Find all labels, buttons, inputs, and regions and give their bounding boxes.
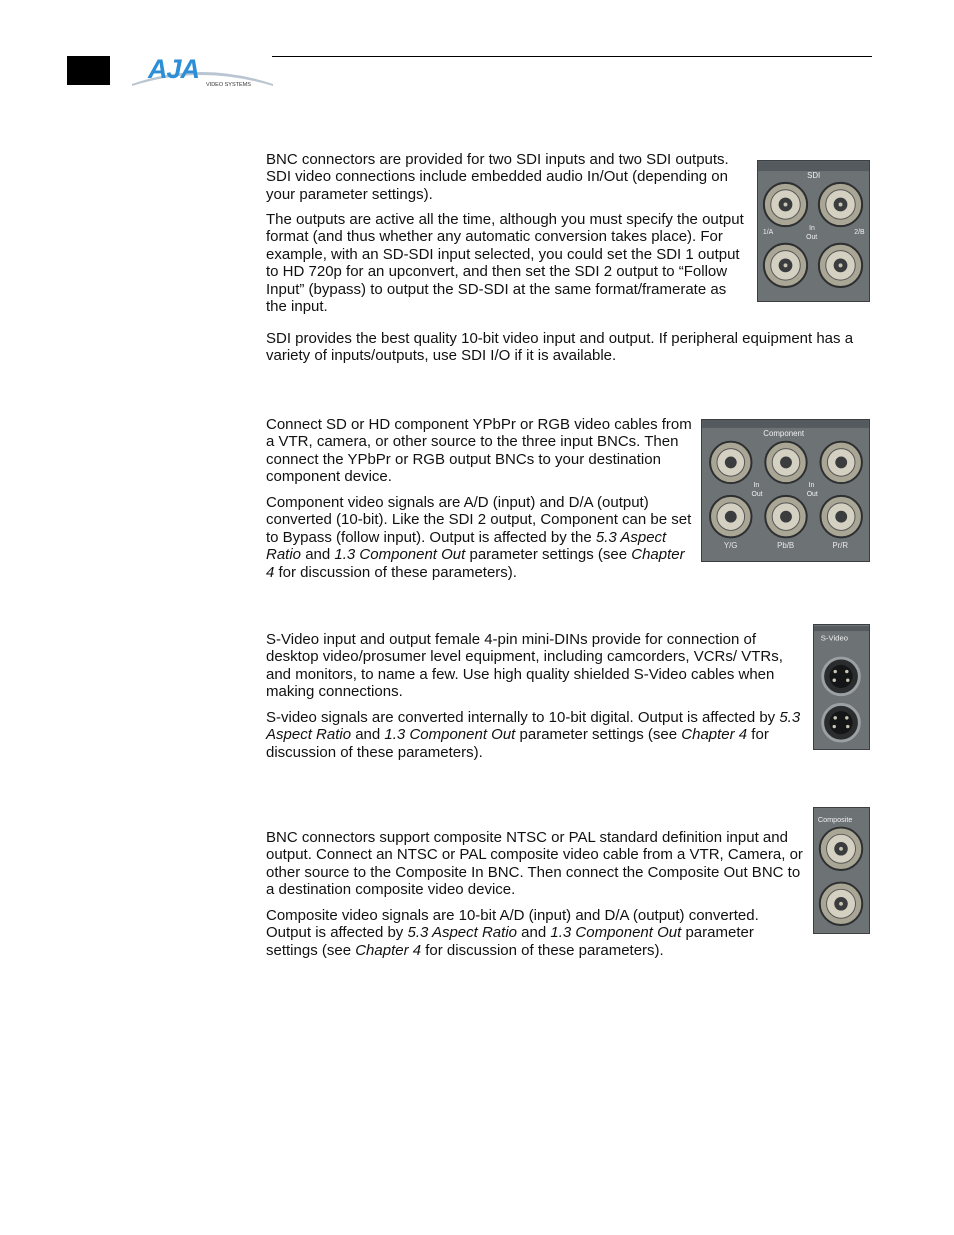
- svg-text:Out: Out: [806, 233, 818, 241]
- svideo-input-jack: [823, 658, 860, 695]
- svg-text:Out: Out: [751, 490, 763, 498]
- sdi-paragraph-3: SDI provides the best quality 10-bit video input and output. If peripheral equipment has a variety of inputs/outputs, use SDI I/O if it is available.: [266, 330, 854, 365]
- logo-subtext: VIDEO SYSTEMS: [206, 82, 251, 88]
- svg-text:In: In: [753, 482, 760, 490]
- composite-paragraph-2: Composite video signals are 10-bit A/D (input) and D/A (output) converted. Output is affected by 5.3 Aspect Ratio and 1.3 Component Out parameter settings (see Chapter 4 for discussion of these parameters).: [266, 907, 759, 959]
- sdi-connector-photo: [757, 160, 870, 302]
- svg-text:Out: Out: [806, 490, 818, 498]
- composite-bnc-out: [820, 883, 862, 925]
- logo-wordmark: AJA: [148, 54, 200, 84]
- sdi-bnc-3: [764, 244, 807, 287]
- composite-bnc-in: [820, 828, 862, 870]
- component-connector-photo: [701, 419, 870, 562]
- svideo-paragraph-1: S-Video input and output female 4-pin mini-DINs provide for connection of desktop video/prosumer level equipment, including camcorders, VCRs/ VTRs, and monitors, to name a few. Use high quality shielded S-Video cables when making connections.: [266, 631, 783, 701]
- svg-text:In: In: [808, 482, 815, 490]
- header-rule: [272, 56, 872, 57]
- svg-text:2/B: 2/B: [854, 228, 865, 236]
- sdi-bnc-4: [819, 244, 862, 287]
- component-paragraph-1: Connect SD or HD component YPbPr or RGB video cables from a VTR, camera, or other source to the three input BNCs. Then connect the YPbPr or RGB output BNCs to your destination component device.: [266, 416, 692, 486]
- composite-paragraph-1: BNC connectors support composite NTSC or PAL standard definition input and output. Connect an NTSC or PAL composite video cable from a VTR, Camera, or other source to the Composite In BNC. Then connect the Composite Out BNC to a destination composite video device.: [266, 829, 803, 899]
- page-number-tab: [67, 56, 110, 85]
- svideo-connector-photo: [813, 624, 870, 750]
- component-paragraph-2: Component video signals are A/D (input) and D/A (output) converted (10-bit). Like the SDI 2 output, Component can be set to Bypass (follow input). Output is affected by the 5.3 Aspect Ratio and 1.3 Component Out parameter settings (see Chapter 4 for discussion of these parameters).: [266, 494, 692, 581]
- sdi-paragraph-1: BNC connectors are provided for two SDI inputs and two SDI outputs. SDI video connections include embedded audio In/Out (depending on your parameter settings).: [266, 151, 729, 203]
- svg-text:In: In: [809, 225, 815, 233]
- svg-text:1/A: 1/A: [762, 228, 774, 236]
- sdi-bnc-2: [819, 183, 862, 226]
- sdi-photo-title: SDI: [807, 170, 821, 180]
- svideo-output-jack: [823, 704, 860, 741]
- composite-photo-title: Composite: [817, 814, 853, 824]
- component-photo-title: Component: [763, 428, 805, 438]
- composite-connector-photo: [813, 807, 870, 934]
- sdi-paragraph-2: The outputs are active all the time, although you must specify the output format (and thus whether any automatic conversion takes place). For example, with an SD-SDI input selected, you could set the SDI 1 output to HD 720p for an upconvert, and then set the SDI 2 output to “Follow Input” (bypass) to output the SD-SDI at the same format/framerate as the input.: [266, 211, 744, 316]
- aja-logo: [130, 54, 275, 88]
- svg-text:Y/G: Y/G: [723, 541, 738, 551]
- svg-text:Pb/B: Pb/B: [777, 541, 795, 551]
- svideo-paragraph-2: S-video signals are converted internally to 10-bit digital. Output is affected by 5.3 Aspect Ratio and 1.3 Component Out parameter settings (see Chapter 4 for discussion of these parameters).: [266, 709, 801, 761]
- svideo-photo-title: S-Video: [820, 633, 849, 643]
- svg-text:Pr/R: Pr/R: [832, 541, 849, 551]
- sdi-bnc-1: [764, 183, 807, 226]
